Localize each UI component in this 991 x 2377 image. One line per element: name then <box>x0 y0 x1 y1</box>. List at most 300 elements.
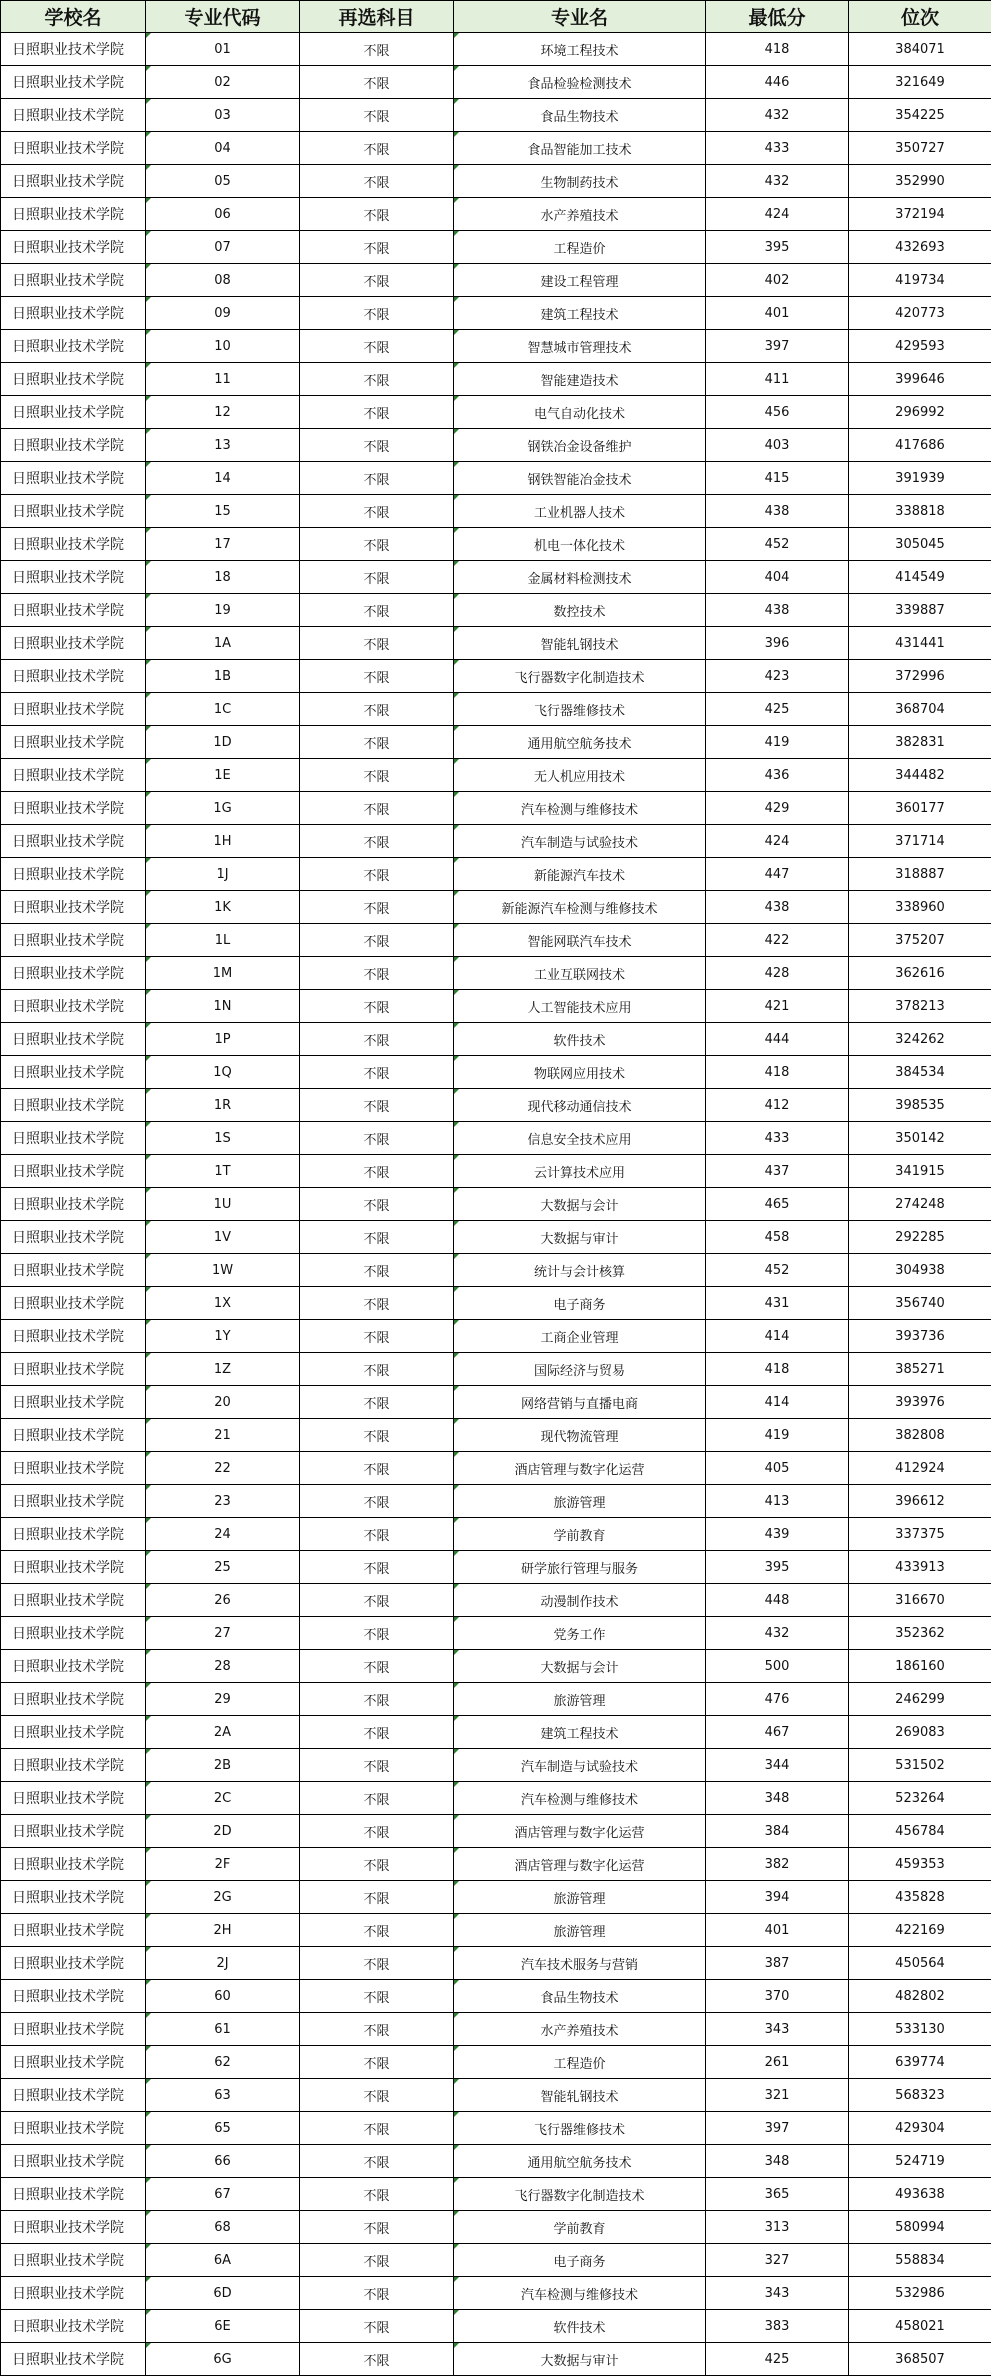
cell-school: 日照职业技术学院 <box>1 759 146 792</box>
cell-subject-requirement: 不限 <box>300 2079 454 2112</box>
cell-school: 日照职业技术学院 <box>1 1155 146 1188</box>
cell-subject-requirement: 不限 <box>300 33 454 66</box>
cell-major-code: 1R <box>146 1089 300 1122</box>
cell-subject-requirement: 不限 <box>300 1650 454 1683</box>
cell-major-name: 软件技术 <box>454 1023 706 1056</box>
cell-min-score: 433 <box>706 1122 849 1155</box>
cell-major-name: 电子商务 <box>454 2244 706 2277</box>
cell-min-score: 436 <box>706 759 849 792</box>
cell-school: 日照职业技术学院 <box>1 330 146 363</box>
cell-major-name: 汽车检测与维修技术 <box>454 1782 706 1815</box>
cell-subject-requirement: 不限 <box>300 1056 454 1089</box>
cell-subject-requirement: 不限 <box>300 363 454 396</box>
table-row <box>1 1353 991 1386</box>
cell-min-score: 327 <box>706 2244 849 2277</box>
cell-school: 日照职业技术学院 <box>1 1848 146 1881</box>
cell-min-score: 500 <box>706 1650 849 1683</box>
table-row <box>1 858 991 891</box>
table-row <box>1 2211 991 2244</box>
cell-rank: 338960 <box>849 891 991 924</box>
cell-rank: 356740 <box>849 1287 991 1320</box>
table-row <box>1 1122 991 1155</box>
cell-min-score: 458 <box>706 1221 849 1254</box>
cell-major-name: 汽车制造与试验技术 <box>454 825 706 858</box>
header-subject-requirement: 再选科目 <box>300 1 454 33</box>
table-row <box>1 1518 991 1551</box>
table-row <box>1 66 991 99</box>
cell-major-code: 1V <box>146 1221 300 1254</box>
cell-rank: 422169 <box>849 1914 991 1947</box>
cell-major-name: 网络营销与直播电商 <box>454 1386 706 1419</box>
cell-major-code: 63 <box>146 2079 300 2112</box>
cell-rank: 344482 <box>849 759 991 792</box>
cell-major-code: 67 <box>146 2178 300 2211</box>
cell-rank: 396612 <box>849 1485 991 1518</box>
cell-school: 日照职业技术学院 <box>1 1485 146 1518</box>
cell-rank: 382831 <box>849 726 991 759</box>
cell-subject-requirement: 不限 <box>300 1617 454 1650</box>
table-row <box>1 693 991 726</box>
cell-subject-requirement: 不限 <box>300 891 454 924</box>
table-row <box>1 2277 991 2310</box>
cell-major-name: 水产养殖技术 <box>454 198 706 231</box>
cell-school: 日照职业技术学院 <box>1 1023 146 1056</box>
cell-major-name: 研学旅行管理与服务 <box>454 1551 706 1584</box>
cell-major-name: 党务工作 <box>454 1617 706 1650</box>
cell-subject-requirement: 不限 <box>300 198 454 231</box>
cell-rank: 378213 <box>849 990 991 1023</box>
cell-school: 日照职业技术学院 <box>1 1056 146 1089</box>
cell-major-name: 智慧城市管理技术 <box>454 330 706 363</box>
cell-subject-requirement: 不限 <box>300 132 454 165</box>
cell-major-code: 19 <box>146 594 300 627</box>
table-row <box>1 1452 991 1485</box>
cell-min-score: 425 <box>706 693 849 726</box>
cell-school: 日照职业技术学院 <box>1 462 146 495</box>
cell-major-name: 工程造价 <box>454 231 706 264</box>
cell-school: 日照职业技术学院 <box>1 1518 146 1551</box>
table-row <box>1 1716 991 1749</box>
cell-school: 日照职业技术学院 <box>1 2112 146 2145</box>
cell-school: 日照职业技术学院 <box>1 2178 146 2211</box>
cell-rank: 493638 <box>849 2178 991 2211</box>
cell-major-name: 智能轧钢技术 <box>454 2079 706 2112</box>
cell-major-name: 水产养殖技术 <box>454 2013 706 2046</box>
cell-school: 日照职业技术学院 <box>1 165 146 198</box>
cell-major-name: 电气自动化技术 <box>454 396 706 429</box>
cell-major-name: 软件技术 <box>454 2310 706 2343</box>
cell-major-code: 2D <box>146 1815 300 1848</box>
cell-rank: 384071 <box>849 33 991 66</box>
cell-school: 日照职业技术学院 <box>1 1914 146 1947</box>
cell-major-code: 2A <box>146 1716 300 1749</box>
cell-min-score: 419 <box>706 1419 849 1452</box>
cell-subject-requirement: 不限 <box>300 297 454 330</box>
cell-rank: 393976 <box>849 1386 991 1419</box>
cell-major-code: 1D <box>146 726 300 759</box>
table-row <box>1 1254 991 1287</box>
cell-school: 日照职业技术学院 <box>1 1551 146 1584</box>
cell-major-name: 旅游管理 <box>454 1914 706 1947</box>
cell-rank: 429304 <box>849 2112 991 2145</box>
cell-school: 日照职业技术学院 <box>1 1287 146 1320</box>
cell-major-code: 6G <box>146 2343 300 2376</box>
table-row <box>1 1848 991 1881</box>
cell-rank: 269083 <box>849 1716 991 1749</box>
cell-min-score: 365 <box>706 2178 849 2211</box>
cell-rank: 372194 <box>849 198 991 231</box>
table-row <box>1 330 991 363</box>
table-row <box>1 924 991 957</box>
cell-min-score: 419 <box>706 726 849 759</box>
cell-subject-requirement: 不限 <box>300 1782 454 1815</box>
table-row <box>1 132 991 165</box>
cell-major-code: 1X <box>146 1287 300 1320</box>
cell-subject-requirement: 不限 <box>300 495 454 528</box>
table-row <box>1 1914 991 1947</box>
cell-school: 日照职业技术学院 <box>1 1353 146 1386</box>
cell-min-score: 438 <box>706 891 849 924</box>
header-row <box>1 1 991 33</box>
table-row <box>1 990 991 1023</box>
cell-min-score: 424 <box>706 825 849 858</box>
cell-major-code: 09 <box>146 297 300 330</box>
cell-rank: 385271 <box>849 1353 991 1386</box>
cell-min-score: 396 <box>706 627 849 660</box>
cell-rank: 420773 <box>849 297 991 330</box>
cell-rank: 482802 <box>849 1980 991 2013</box>
cell-min-score: 382 <box>706 1848 849 1881</box>
cell-min-score: 384 <box>706 1815 849 1848</box>
cell-rank: 414549 <box>849 561 991 594</box>
cell-rank: 274248 <box>849 1188 991 1221</box>
cell-min-score: 431 <box>706 1287 849 1320</box>
cell-min-score: 423 <box>706 660 849 693</box>
cell-min-score: 421 <box>706 990 849 1023</box>
cell-subject-requirement: 不限 <box>300 2343 454 2376</box>
cell-major-name: 现代移动通信技术 <box>454 1089 706 1122</box>
table-row <box>1 2145 991 2178</box>
table-row <box>1 1320 991 1353</box>
cell-major-code: 1Q <box>146 1056 300 1089</box>
cell-school: 日照职业技术学院 <box>1 1749 146 1782</box>
cell-min-score: 446 <box>706 66 849 99</box>
cell-school: 日照职业技术学院 <box>1 495 146 528</box>
cell-subject-requirement: 不限 <box>300 2145 454 2178</box>
cell-school: 日照职业技术学院 <box>1 1386 146 1419</box>
cell-subject-requirement: 不限 <box>300 2211 454 2244</box>
cell-school: 日照职业技术学院 <box>1 198 146 231</box>
cell-rank: 433913 <box>849 1551 991 1584</box>
cell-min-score: 402 <box>706 264 849 297</box>
cell-subject-requirement: 不限 <box>300 957 454 990</box>
cell-min-score: 261 <box>706 2046 849 2079</box>
table-row <box>1 726 991 759</box>
cell-major-name: 智能建造技术 <box>454 363 706 396</box>
cell-min-score: 394 <box>706 1881 849 1914</box>
cell-school: 日照职业技术学院 <box>1 594 146 627</box>
cell-major-name: 汽车制造与试验技术 <box>454 1749 706 1782</box>
cell-min-score: 401 <box>706 1914 849 1947</box>
table-row <box>1 1023 991 1056</box>
cell-min-score: 412 <box>706 1089 849 1122</box>
cell-subject-requirement: 不限 <box>300 1188 454 1221</box>
cell-major-name: 钢铁冶金设备维护 <box>454 429 706 462</box>
cell-major-code: 66 <box>146 2145 300 2178</box>
cell-major-code: 1G <box>146 792 300 825</box>
cell-min-score: 456 <box>706 396 849 429</box>
cell-subject-requirement: 不限 <box>300 858 454 891</box>
cell-major-name: 大数据与审计 <box>454 2343 706 2376</box>
cell-major-code: 03 <box>146 99 300 132</box>
cell-major-code: 1Z <box>146 1353 300 1386</box>
cell-school: 日照职业技术学院 <box>1 2343 146 2376</box>
cell-major-name: 飞行器维修技术 <box>454 2112 706 2145</box>
cell-subject-requirement: 不限 <box>300 1320 454 1353</box>
cell-rank: 292285 <box>849 1221 991 1254</box>
cell-major-code: 6D <box>146 2277 300 2310</box>
cell-subject-requirement: 不限 <box>300 2013 454 2046</box>
cell-subject-requirement: 不限 <box>300 396 454 429</box>
table-row <box>1 1386 991 1419</box>
cell-subject-requirement: 不限 <box>300 1485 454 1518</box>
cell-major-name: 机电一体化技术 <box>454 528 706 561</box>
cell-min-score: 432 <box>706 165 849 198</box>
cell-min-score: 418 <box>706 1353 849 1386</box>
cell-min-score: 383 <box>706 2310 849 2343</box>
cell-major-name: 国际经济与贸易 <box>454 1353 706 1386</box>
cell-min-score: 321 <box>706 2079 849 2112</box>
cell-school: 日照职业技术学院 <box>1 1980 146 2013</box>
cell-school: 日照职业技术学院 <box>1 2013 146 2046</box>
cell-subject-requirement: 不限 <box>300 231 454 264</box>
cell-rank: 305045 <box>849 528 991 561</box>
cell-major-name: 金属材料检测技术 <box>454 561 706 594</box>
cell-rank: 398535 <box>849 1089 991 1122</box>
cell-subject-requirement: 不限 <box>300 825 454 858</box>
table-row <box>1 1980 991 2013</box>
table-row <box>1 198 991 231</box>
cell-subject-requirement: 不限 <box>300 561 454 594</box>
cell-major-code: 1M <box>146 957 300 990</box>
cell-subject-requirement: 不限 <box>300 165 454 198</box>
cell-school: 日照职业技术学院 <box>1 990 146 1023</box>
cell-rank: 456784 <box>849 1815 991 1848</box>
table-row <box>1 1287 991 1320</box>
cell-major-code: 10 <box>146 330 300 363</box>
cell-subject-requirement: 不限 <box>300 330 454 363</box>
cell-subject-requirement: 不限 <box>300 2178 454 2211</box>
cell-rank: 352362 <box>849 1617 991 1650</box>
cell-rank: 368704 <box>849 693 991 726</box>
cell-subject-requirement: 不限 <box>300 1452 454 1485</box>
cell-subject-requirement: 不限 <box>300 1848 454 1881</box>
cell-subject-requirement: 不限 <box>300 1254 454 1287</box>
cell-school: 日照职业技术学院 <box>1 528 146 561</box>
cell-subject-requirement: 不限 <box>300 2244 454 2277</box>
cell-min-score: 405 <box>706 1452 849 1485</box>
cell-min-score: 422 <box>706 924 849 957</box>
cell-major-code: 2B <box>146 1749 300 1782</box>
cell-subject-requirement: 不限 <box>300 1716 454 1749</box>
cell-rank: 321649 <box>849 66 991 99</box>
table-row <box>1 264 991 297</box>
cell-major-code: 12 <box>146 396 300 429</box>
cell-major-name: 工程造价 <box>454 2046 706 2079</box>
cell-school: 日照职业技术学院 <box>1 2277 146 2310</box>
cell-school: 日照职业技术学院 <box>1 1320 146 1353</box>
cell-school: 日照职业技术学院 <box>1 66 146 99</box>
cell-major-name: 现代物流管理 <box>454 1419 706 1452</box>
cell-school: 日照职业技术学院 <box>1 429 146 462</box>
cell-subject-requirement: 不限 <box>300 1815 454 1848</box>
cell-rank: 531502 <box>849 1749 991 1782</box>
cell-subject-requirement: 不限 <box>300 693 454 726</box>
cell-min-score: 411 <box>706 363 849 396</box>
cell-subject-requirement: 不限 <box>300 1419 454 1452</box>
cell-major-name: 物联网应用技术 <box>454 1056 706 1089</box>
cell-min-score: 425 <box>706 2343 849 2376</box>
cell-school: 日照职业技术学院 <box>1 2310 146 2343</box>
cell-min-score: 428 <box>706 957 849 990</box>
cell-major-code: 22 <box>146 1452 300 1485</box>
table-row <box>1 1815 991 1848</box>
table-row <box>1 1947 991 1980</box>
cell-rank: 350142 <box>849 1122 991 1155</box>
cell-subject-requirement: 不限 <box>300 792 454 825</box>
cell-subject-requirement: 不限 <box>300 1287 454 1320</box>
cell-major-code: 1S <box>146 1122 300 1155</box>
cell-rank: 337375 <box>849 1518 991 1551</box>
cell-major-code: 26 <box>146 1584 300 1617</box>
header-major-code: 专业代码 <box>146 1 300 33</box>
cell-major-name: 建筑工程技术 <box>454 297 706 330</box>
table-row <box>1 231 991 264</box>
cell-major-name: 信息安全技术应用 <box>454 1122 706 1155</box>
table-row <box>1 561 991 594</box>
cell-school: 日照职业技术学院 <box>1 693 146 726</box>
cell-major-name: 飞行器维修技术 <box>454 693 706 726</box>
cell-min-score: 467 <box>706 1716 849 1749</box>
cell-major-name: 工商企业管理 <box>454 1320 706 1353</box>
cell-subject-requirement: 不限 <box>300 2112 454 2145</box>
table-row <box>1 1221 991 1254</box>
cell-major-code: 68 <box>146 2211 300 2244</box>
cell-min-score: 413 <box>706 1485 849 1518</box>
table-row <box>1 1485 991 1518</box>
cell-rank: 339887 <box>849 594 991 627</box>
cell-subject-requirement: 不限 <box>300 2277 454 2310</box>
table-row <box>1 2079 991 2112</box>
cell-major-name: 智能网联汽车技术 <box>454 924 706 957</box>
cell-major-code: 1C <box>146 693 300 726</box>
cell-rank: 368507 <box>849 2343 991 2376</box>
cell-major-code: 62 <box>146 2046 300 2079</box>
cell-min-score: 313 <box>706 2211 849 2244</box>
cell-major-name: 统计与会计核算 <box>454 1254 706 1287</box>
cell-major-name: 旅游管理 <box>454 1881 706 1914</box>
table-row <box>1 660 991 693</box>
table-row <box>1 1650 991 1683</box>
cell-school: 日照职业技术学院 <box>1 957 146 990</box>
cell-rank: 371714 <box>849 825 991 858</box>
cell-subject-requirement: 不限 <box>300 1947 454 1980</box>
cell-subject-requirement: 不限 <box>300 1584 454 1617</box>
cell-school: 日照职业技术学院 <box>1 1254 146 1287</box>
cell-major-name: 环境工程技术 <box>454 33 706 66</box>
cell-rank: 304938 <box>849 1254 991 1287</box>
cell-major-code: 6E <box>146 2310 300 2343</box>
cell-major-code: 11 <box>146 363 300 396</box>
cell-rank: 375207 <box>849 924 991 957</box>
cell-rank: 354225 <box>849 99 991 132</box>
table-row <box>1 1782 991 1815</box>
cell-rank: 350727 <box>849 132 991 165</box>
cell-subject-requirement: 不限 <box>300 1155 454 1188</box>
table-row <box>1 1419 991 1452</box>
cell-rank: 384534 <box>849 1056 991 1089</box>
cell-rank: 393736 <box>849 1320 991 1353</box>
cell-subject-requirement: 不限 <box>300 66 454 99</box>
cell-min-score: 432 <box>706 1617 849 1650</box>
cell-rank: 532986 <box>849 2277 991 2310</box>
cell-school: 日照职业技术学院 <box>1 1122 146 1155</box>
cell-min-score: 438 <box>706 594 849 627</box>
cell-min-score: 432 <box>706 99 849 132</box>
cell-school: 日照职业技术学院 <box>1 924 146 957</box>
table-row <box>1 33 991 66</box>
cell-school: 日照职业技术学院 <box>1 1188 146 1221</box>
cell-min-score: 452 <box>706 1254 849 1287</box>
table-row <box>1 2244 991 2277</box>
cell-major-code: 1J <box>146 858 300 891</box>
header-min-score: 最低分 <box>706 1 849 33</box>
cell-min-score: 433 <box>706 132 849 165</box>
cell-rank: 533130 <box>849 2013 991 2046</box>
cell-major-name: 大数据与会计 <box>454 1650 706 1683</box>
cell-major-name: 新能源汽车检测与维修技术 <box>454 891 706 924</box>
cell-major-code: 1W <box>146 1254 300 1287</box>
cell-subject-requirement: 不限 <box>300 627 454 660</box>
table-row <box>1 2343 991 2376</box>
cell-major-code: 17 <box>146 528 300 561</box>
cell-major-code: 1U <box>146 1188 300 1221</box>
cell-major-code: 2F <box>146 1848 300 1881</box>
cell-major-name: 学前教育 <box>454 1518 706 1551</box>
header-school: 学校名 <box>1 1 146 33</box>
cell-subject-requirement: 不限 <box>300 1881 454 1914</box>
cell-school: 日照职业技术学院 <box>1 660 146 693</box>
cell-min-score: 387 <box>706 1947 849 1980</box>
cell-major-name: 人工智能技术应用 <box>454 990 706 1023</box>
cell-major-code: 1E <box>146 759 300 792</box>
cell-school: 日照职业技术学院 <box>1 1452 146 1485</box>
cell-min-score: 444 <box>706 1023 849 1056</box>
cell-subject-requirement: 不限 <box>300 528 454 561</box>
cell-rank: 412924 <box>849 1452 991 1485</box>
cell-min-score: 418 <box>706 1056 849 1089</box>
cell-min-score: 429 <box>706 792 849 825</box>
table-row <box>1 396 991 429</box>
cell-major-code: 6A <box>146 2244 300 2277</box>
cell-rank: 399646 <box>849 363 991 396</box>
cell-rank: 341915 <box>849 1155 991 1188</box>
cell-rank: 431441 <box>849 627 991 660</box>
cell-subject-requirement: 不限 <box>300 924 454 957</box>
cell-major-code: 1T <box>146 1155 300 1188</box>
table-row <box>1 1881 991 1914</box>
cell-rank: 429593 <box>849 330 991 363</box>
